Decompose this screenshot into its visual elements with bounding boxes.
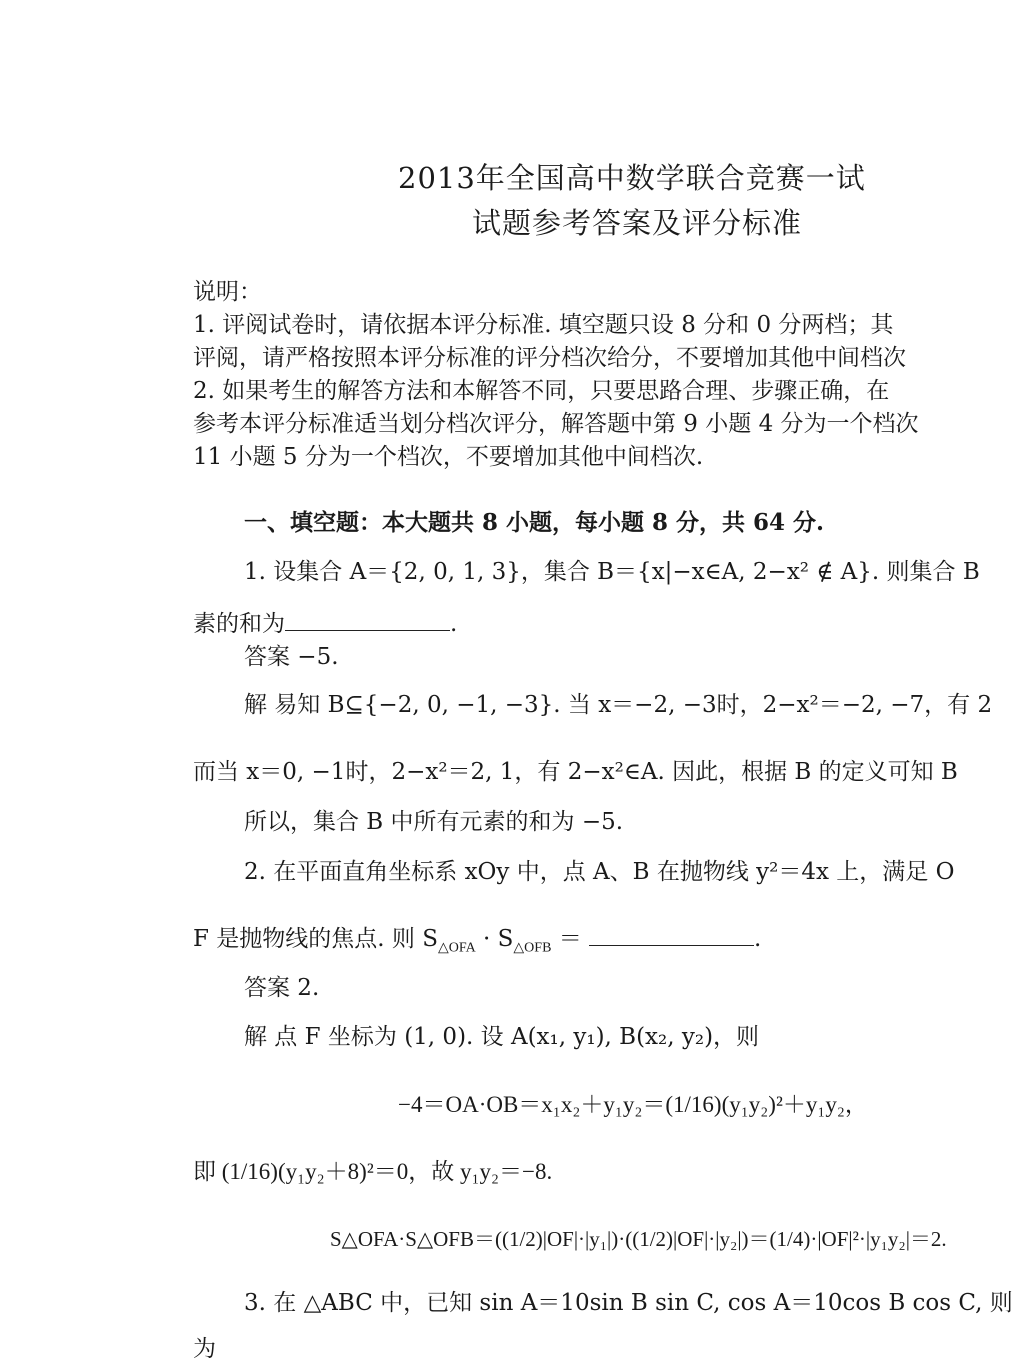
question-2-line-a: 2. 在平面直角坐标系 xOy 中，点 A、B 在抛物线 y²＝4x 上，满足 O [244, 859, 955, 885]
question-3-line-b: 为 [193, 1336, 216, 1362]
explain-item-1a: 1. 评阅试卷时，请依据本评分标准. 填空题只设 8 分和 0 分两档；其 [193, 312, 894, 338]
explain-item-2c: 11 小题 5 分为一个档次，不要增加其他中间档次. [193, 444, 704, 470]
section-heading-fill-in: 一、填空题：本大题共 8 小题，每小题 8 分，共 64 分. [244, 509, 825, 536]
question-1-solution-b: 而当 x＝0, −1时，2−x²＝2, 1，有 2−x²∈A. 因此，根据 B 的定义可知 B [193, 759, 958, 785]
explain-label: 说明： [193, 279, 262, 305]
answer-blank [285, 608, 450, 631]
question-1-line-a: 1. 设集合 A＝{2, 0, 1, 3}，集合 B＝{x|−x∈A, 2−x² ∉ A}. 则集合 B [244, 559, 980, 585]
doc-title-line1: 2013年全国高中数学联合竞赛一试 [398, 161, 866, 195]
question-1-answer: 答案 −5. [244, 644, 339, 670]
answer-blank [589, 923, 754, 946]
question-1-line-b: 素的和为 . [193, 608, 457, 639]
question-2-equation-2: 即 (1/16)(y₁y₂＋8)²＝0，故 y₁y₂＝−8. [193, 1159, 553, 1184]
explain-item-2a: 2. 如果考生的解答方法和本解答不同，只要思路合理、步骤正确，在 [193, 378, 890, 404]
question-2-equation-3: S△OFA·S△OFB＝((1/2)|OF|·|y₁|)·((1/2)|OF|·|y₂|)＝(1/4)·|OF|²·|y₁y₂|＝2. [330, 1227, 947, 1251]
doc-title-line2: 试题参考答案及评分标准 [472, 206, 803, 240]
explain-item-2b: 参考本评分标准适当划分档次评分，解答题中第 9 小题 4 分为一个档次 [193, 411, 919, 437]
question-1-solution-a: 解 易知 B⊆{−2, 0, −1, −3}. 当 x＝−2, −3时，2−x²＝−2, −7，有 2 [244, 692, 993, 718]
question-2-line-b: F 是抛物线的焦点. 则 $S_{\triangle OFA} \cdot S_{\triangle OFB}$ ＝ . [193, 923, 761, 964]
question-2-solution-a: 解 点 F 坐标为 (1, 0). 设 A(x₁, y₁), B(x₂, y₂)，则 [244, 1024, 760, 1050]
question-2-answer: 答案 2. [244, 975, 320, 1001]
explain-item-1b: 评阅，请严格按照本评分标准的评分档次给分，不要增加其他中间档次 [193, 345, 906, 371]
question-3-line-a: 3. 在 △ABC 中，已知 sin A＝10sin B sin C, cos A＝10cos B cos C, 则 [244, 1290, 1013, 1316]
question-2-equation-1: −4＝OA·OB＝x₁x₂＋y₁y₂＝(1/16)(y₁y₂)²＋y₁y₂， [398, 1092, 868, 1117]
question-1-solution-c: 所以，集合 B 中所有元素的和为 −5. [244, 809, 624, 835]
